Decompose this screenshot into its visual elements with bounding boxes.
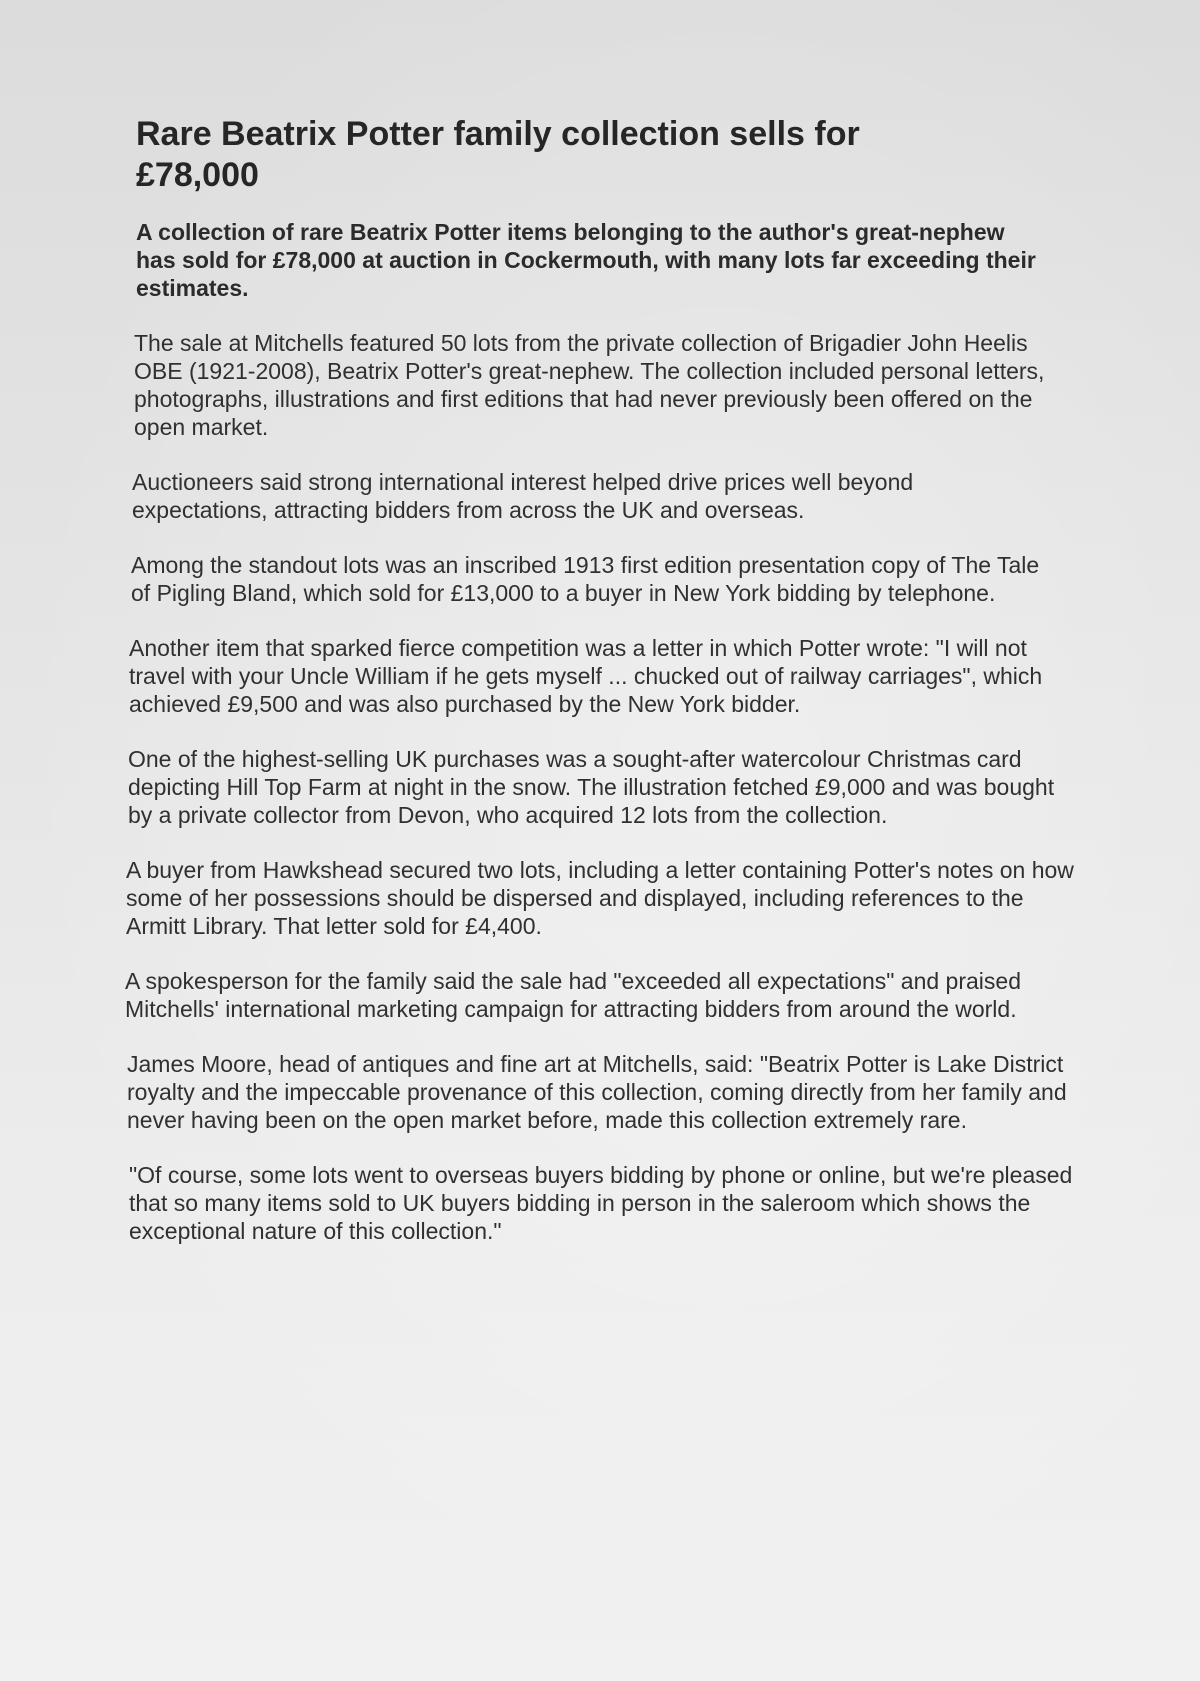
article-paragraph: Among the standout lots was an inscribed 1913 first edition presentation copy of The Tale of Pigling Bland, which sold for £13,000 to a buyer in New York bidding by telephone. <box>131 552 1040 606</box>
article <box>125 114 1078 1272</box>
article-standfirst: A collection of rare Beatrix Potter items belonging to the author's great-nephew has sold for £78,000 at auction in Cockermouth, with many lots far exceeding their estimates. <box>136 219 1036 301</box>
article-paragraph: Another item that sparked fierce competition was a letter in which Potter wrote: "I will not travel with your Uncle William if he gets myself ... chucked out of railway carriages", which achieved £9,500 and was also purchased by the New York bidder. <box>129 635 1043 717</box>
article-paragraph: "Of course, some lots went to overseas buyers bidding by phone or online, but we're pleased that so many items sold to UK buyers bidding in person in the saleroom which shows the exceptional nature of this collection." <box>129 1162 1073 1244</box>
article-paragraph: The sale at Mitchells featured 50 lots from the private collection of Brigadier John Heelis OBE (1921-2008), Beatrix Potter's great-nephew. The collection included personal letters, photographs, illustrations and first editions that had never previously been offered on the open market. <box>134 330 1045 440</box>
article-paragraph: One of the highest-selling UK purchases was a sought-after watercolour Christmas card depicting Hill Top Farm at night in the snow. The illustration fetched £9,000 and was bought by a private collector from Devon, who acquired 12 lots from the collection. <box>128 746 1055 828</box>
article-paragraph: A spokesperson for the family said the sale had "exceeded all expectations" and praised Mitchells' international marketing campaign for attracting bidders from around the world. <box>125 968 1021 1022</box>
article-paragraph: Auctioneers said strong international interest helped drive prices well beyond expectations, attracting bidders from across the UK and overseas. <box>132 469 914 523</box>
article-paragraph: James Moore, head of antiques and fine art at Mitchells, said: "Beatrix Potter is Lake District royalty and the impeccable provenance of this collection, coming directly from her family and never having been on the open market before, made this collection extremely rare. <box>127 1051 1067 1133</box>
article-headline: Rare Beatrix Potter family collection sells for £78,000 <box>136 115 860 194</box>
article-paragraph: A buyer from Hawkshead secured two lots, including a letter containing Potter's notes on how some of her possessions should be dispersed and displayed, including references to the Armitt Library. That letter sold for £4,400. <box>126 857 1074 939</box>
